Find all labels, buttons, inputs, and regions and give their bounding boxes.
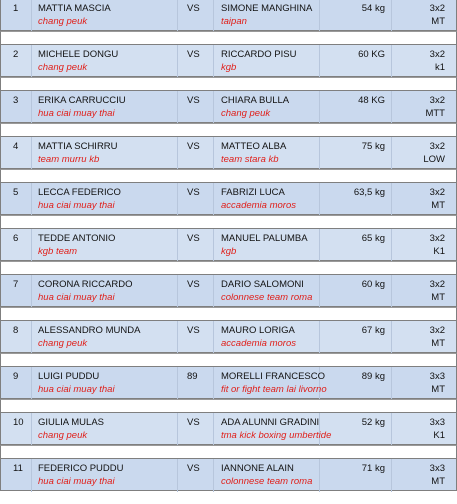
column-divider xyxy=(391,367,392,400)
versus-label: VS xyxy=(187,463,200,474)
ruleset: MT xyxy=(431,338,445,349)
rounds-format: 3x2 xyxy=(429,3,445,14)
column-divider xyxy=(391,137,392,170)
column-divider xyxy=(177,91,178,124)
match-row xyxy=(0,412,457,445)
fighter-red-name: ALESSANDRO MUNDA xyxy=(38,325,141,336)
column-divider xyxy=(213,45,214,78)
column-divider xyxy=(213,229,214,262)
fighter-red-name: MATTIA MASCIA xyxy=(38,3,111,14)
column-divider xyxy=(319,183,320,216)
column-divider xyxy=(213,0,214,32)
fighter-red-name: FEDERICO PUDDU xyxy=(38,463,124,474)
fighter-red-name: MICHELE DONGU xyxy=(38,49,119,60)
ruleset: K1 xyxy=(433,430,445,441)
column-divider xyxy=(391,0,392,32)
match-number: 4 xyxy=(13,141,19,152)
rounds-format: 3x3 xyxy=(429,463,445,474)
column-divider xyxy=(213,275,214,308)
fighter-red-club: hua ciai muay thai xyxy=(38,476,115,487)
match-number: 8 xyxy=(13,325,19,336)
row-spacer xyxy=(0,445,457,458)
column-divider xyxy=(213,459,214,492)
weight-class: 60 kg xyxy=(361,279,385,290)
row-spacer xyxy=(0,353,457,366)
rounds-format: 3x2 xyxy=(429,95,445,106)
row-spacer xyxy=(0,123,457,136)
match-number: 5 xyxy=(13,187,19,198)
rounds-format: 3x2 xyxy=(429,141,445,152)
match-row xyxy=(0,136,457,169)
row-spacer xyxy=(0,77,457,90)
weight-class: 71 kg xyxy=(361,463,385,474)
fighter-blue-name: MORELLI FRANCESCO xyxy=(221,371,325,382)
fighter-blue-name: IANNONE ALAIN xyxy=(221,463,294,474)
fighter-red-name: ERIKA CARRUCCIU xyxy=(38,95,126,106)
column-divider xyxy=(31,459,32,492)
column-divider xyxy=(319,0,320,32)
ruleset: MT xyxy=(431,384,445,395)
match-row xyxy=(0,44,457,77)
rounds-format: 3x2 xyxy=(429,187,445,198)
column-divider xyxy=(319,91,320,124)
column-divider xyxy=(31,91,32,124)
column-divider xyxy=(177,275,178,308)
fighter-red-name: LECCA FEDERICO xyxy=(38,187,121,198)
column-divider xyxy=(31,229,32,262)
fighter-red-name: LUIGI PUDDU xyxy=(38,371,100,382)
column-divider xyxy=(177,367,178,400)
fighter-blue-club: accademia moros xyxy=(221,200,296,211)
fighter-red-name: TEDDE ANTONIO xyxy=(38,233,116,244)
row-spacer xyxy=(0,307,457,320)
column-divider xyxy=(391,413,392,446)
weight-class: 48 KG xyxy=(358,95,385,106)
ruleset: MTT xyxy=(425,108,445,119)
row-spacer xyxy=(0,261,457,274)
ruleset: MT xyxy=(431,16,445,27)
column-divider xyxy=(319,321,320,354)
fighter-red-club: chang peuk xyxy=(38,338,88,349)
column-divider xyxy=(177,137,178,170)
column-divider xyxy=(213,321,214,354)
fighter-blue-club: colonnese team roma xyxy=(221,476,313,487)
fighter-blue-name: MATTEO ALBA xyxy=(221,141,287,152)
match-number: 10 xyxy=(13,417,24,428)
column-divider xyxy=(213,91,214,124)
column-divider xyxy=(319,275,320,308)
match-row xyxy=(0,320,457,353)
rounds-format: 3x2 xyxy=(429,279,445,290)
row-spacer xyxy=(0,169,457,182)
weight-class: 65 kg xyxy=(361,233,385,244)
match-row xyxy=(0,274,457,307)
weight-class: 75 kg xyxy=(361,141,385,152)
weight-class: 67 kg xyxy=(361,325,385,336)
fighter-blue-name: FABRIZI LUCA xyxy=(221,187,285,198)
column-divider xyxy=(31,321,32,354)
fighter-red-name: MATTIA SCHIRRU xyxy=(38,141,118,152)
column-divider xyxy=(213,413,214,446)
column-divider xyxy=(177,183,178,216)
rounds-format: 3x3 xyxy=(429,417,445,428)
fighter-red-club: hua ciai muay thai xyxy=(38,108,115,119)
column-divider xyxy=(177,45,178,78)
column-divider xyxy=(31,137,32,170)
weight-class: 54 kg xyxy=(361,3,385,14)
fighter-blue-name: CHIARA BULLA xyxy=(221,95,290,106)
column-divider xyxy=(391,275,392,308)
match-row xyxy=(0,90,457,123)
column-divider xyxy=(177,413,178,446)
column-divider xyxy=(213,183,214,216)
fighter-red-club: hua ciai muay thai xyxy=(38,384,115,395)
fighter-blue-club: chang peuk xyxy=(221,108,271,119)
column-divider xyxy=(31,183,32,216)
column-divider xyxy=(31,45,32,78)
match-row xyxy=(0,182,457,215)
versus-label: VS xyxy=(187,279,200,290)
column-divider xyxy=(319,229,320,262)
match-number: 11 xyxy=(13,463,23,474)
fighter-blue-club: accademia moros xyxy=(221,338,296,349)
column-divider xyxy=(391,459,392,492)
column-divider xyxy=(177,0,178,32)
fighter-blue-name: MAURO LORIGA xyxy=(221,325,295,336)
fighter-blue-club: kgb xyxy=(221,62,237,73)
fighter-red-club: kgb team xyxy=(38,246,78,257)
rounds-format: 3x2 xyxy=(429,233,445,244)
column-divider xyxy=(177,459,178,492)
fighter-blue-name: RICCARDO PISU xyxy=(221,49,297,60)
fighter-blue-club: kgb xyxy=(221,246,237,257)
ruleset: K1 xyxy=(433,246,445,257)
column-divider xyxy=(177,321,178,354)
column-divider xyxy=(31,275,32,308)
weight-class: 63,5 kg xyxy=(353,187,385,198)
versus-label: VS xyxy=(187,49,200,60)
column-divider xyxy=(319,459,320,492)
column-divider xyxy=(319,137,320,170)
weight-class: 60 KG xyxy=(358,49,385,60)
versus-label: VS xyxy=(187,417,200,428)
column-divider xyxy=(213,137,214,170)
fighter-red-club: team murru kb xyxy=(38,154,100,165)
column-divider xyxy=(391,183,392,216)
versus-label: VS xyxy=(187,325,200,336)
fighter-red-club: hua ciai muay thai xyxy=(38,200,115,211)
fighter-red-name: CORONA RICCARDO xyxy=(38,279,133,290)
match-row xyxy=(0,228,457,261)
ruleset: LOW xyxy=(423,154,445,165)
versus-label: VS xyxy=(187,233,200,244)
match-number: 7 xyxy=(13,279,19,290)
rounds-format: 3x2 xyxy=(429,49,445,60)
match-number: 6 xyxy=(13,233,19,244)
column-divider xyxy=(319,45,320,78)
ruleset: MT xyxy=(431,200,445,211)
ruleset: MT xyxy=(431,292,445,303)
rounds-format: 3x2 xyxy=(429,325,445,336)
versus-label: VS xyxy=(187,3,200,14)
row-spacer xyxy=(0,215,457,228)
fighter-red-club: chang peuk xyxy=(38,62,88,73)
weight-class: 52 kg xyxy=(361,417,385,428)
versus-label: VS xyxy=(187,141,200,152)
fighter-blue-club: team stara kb xyxy=(221,154,279,165)
ruleset: k1 xyxy=(434,62,445,73)
fighter-blue-club: taipan xyxy=(221,16,247,27)
match-number: 9 xyxy=(13,371,19,382)
match-row xyxy=(0,458,457,491)
column-divider xyxy=(391,91,392,124)
match-number: 3 xyxy=(13,95,19,106)
fighter-red-club: hua ciai muay thai xyxy=(38,292,115,303)
fighter-red-name: GIULIA MULAS xyxy=(38,417,104,428)
versus-label: 89 xyxy=(187,371,198,382)
column-divider xyxy=(31,367,32,400)
column-divider xyxy=(391,229,392,262)
fighter-blue-name: SIMONE MANGHINA xyxy=(221,3,313,14)
ruleset: MT xyxy=(431,476,445,487)
fighter-blue-name: ADA ALUNNI GRADINI xyxy=(221,417,320,428)
row-spacer xyxy=(0,399,457,412)
column-divider xyxy=(213,367,214,400)
match-row xyxy=(0,366,457,399)
versus-label: VS xyxy=(187,187,200,198)
fighter-red-club: chang peuk xyxy=(38,430,88,441)
fighter-blue-name: MANUEL PALUMBA xyxy=(221,233,308,244)
weight-class: 89 kg xyxy=(361,371,385,382)
fighter-red-club: chang peuk xyxy=(38,16,88,27)
column-divider xyxy=(391,321,392,354)
column-divider xyxy=(31,413,32,446)
fighter-blue-club: tma kick boxing umbertide xyxy=(221,430,332,441)
match-number: 2 xyxy=(13,49,19,60)
match-number: 1 xyxy=(13,3,19,14)
fighter-blue-name: DARIO SALOMONI xyxy=(221,279,304,290)
rounds-format: 3x3 xyxy=(429,371,445,382)
fighter-blue-club: colonnese team roma xyxy=(221,292,313,303)
column-divider xyxy=(391,45,392,78)
row-spacer xyxy=(0,31,457,44)
versus-label: VS xyxy=(187,95,200,106)
match-row xyxy=(0,0,457,31)
column-divider xyxy=(31,0,32,32)
column-divider xyxy=(177,229,178,262)
fighter-blue-club: fit or fight team lai livorno xyxy=(221,384,327,395)
